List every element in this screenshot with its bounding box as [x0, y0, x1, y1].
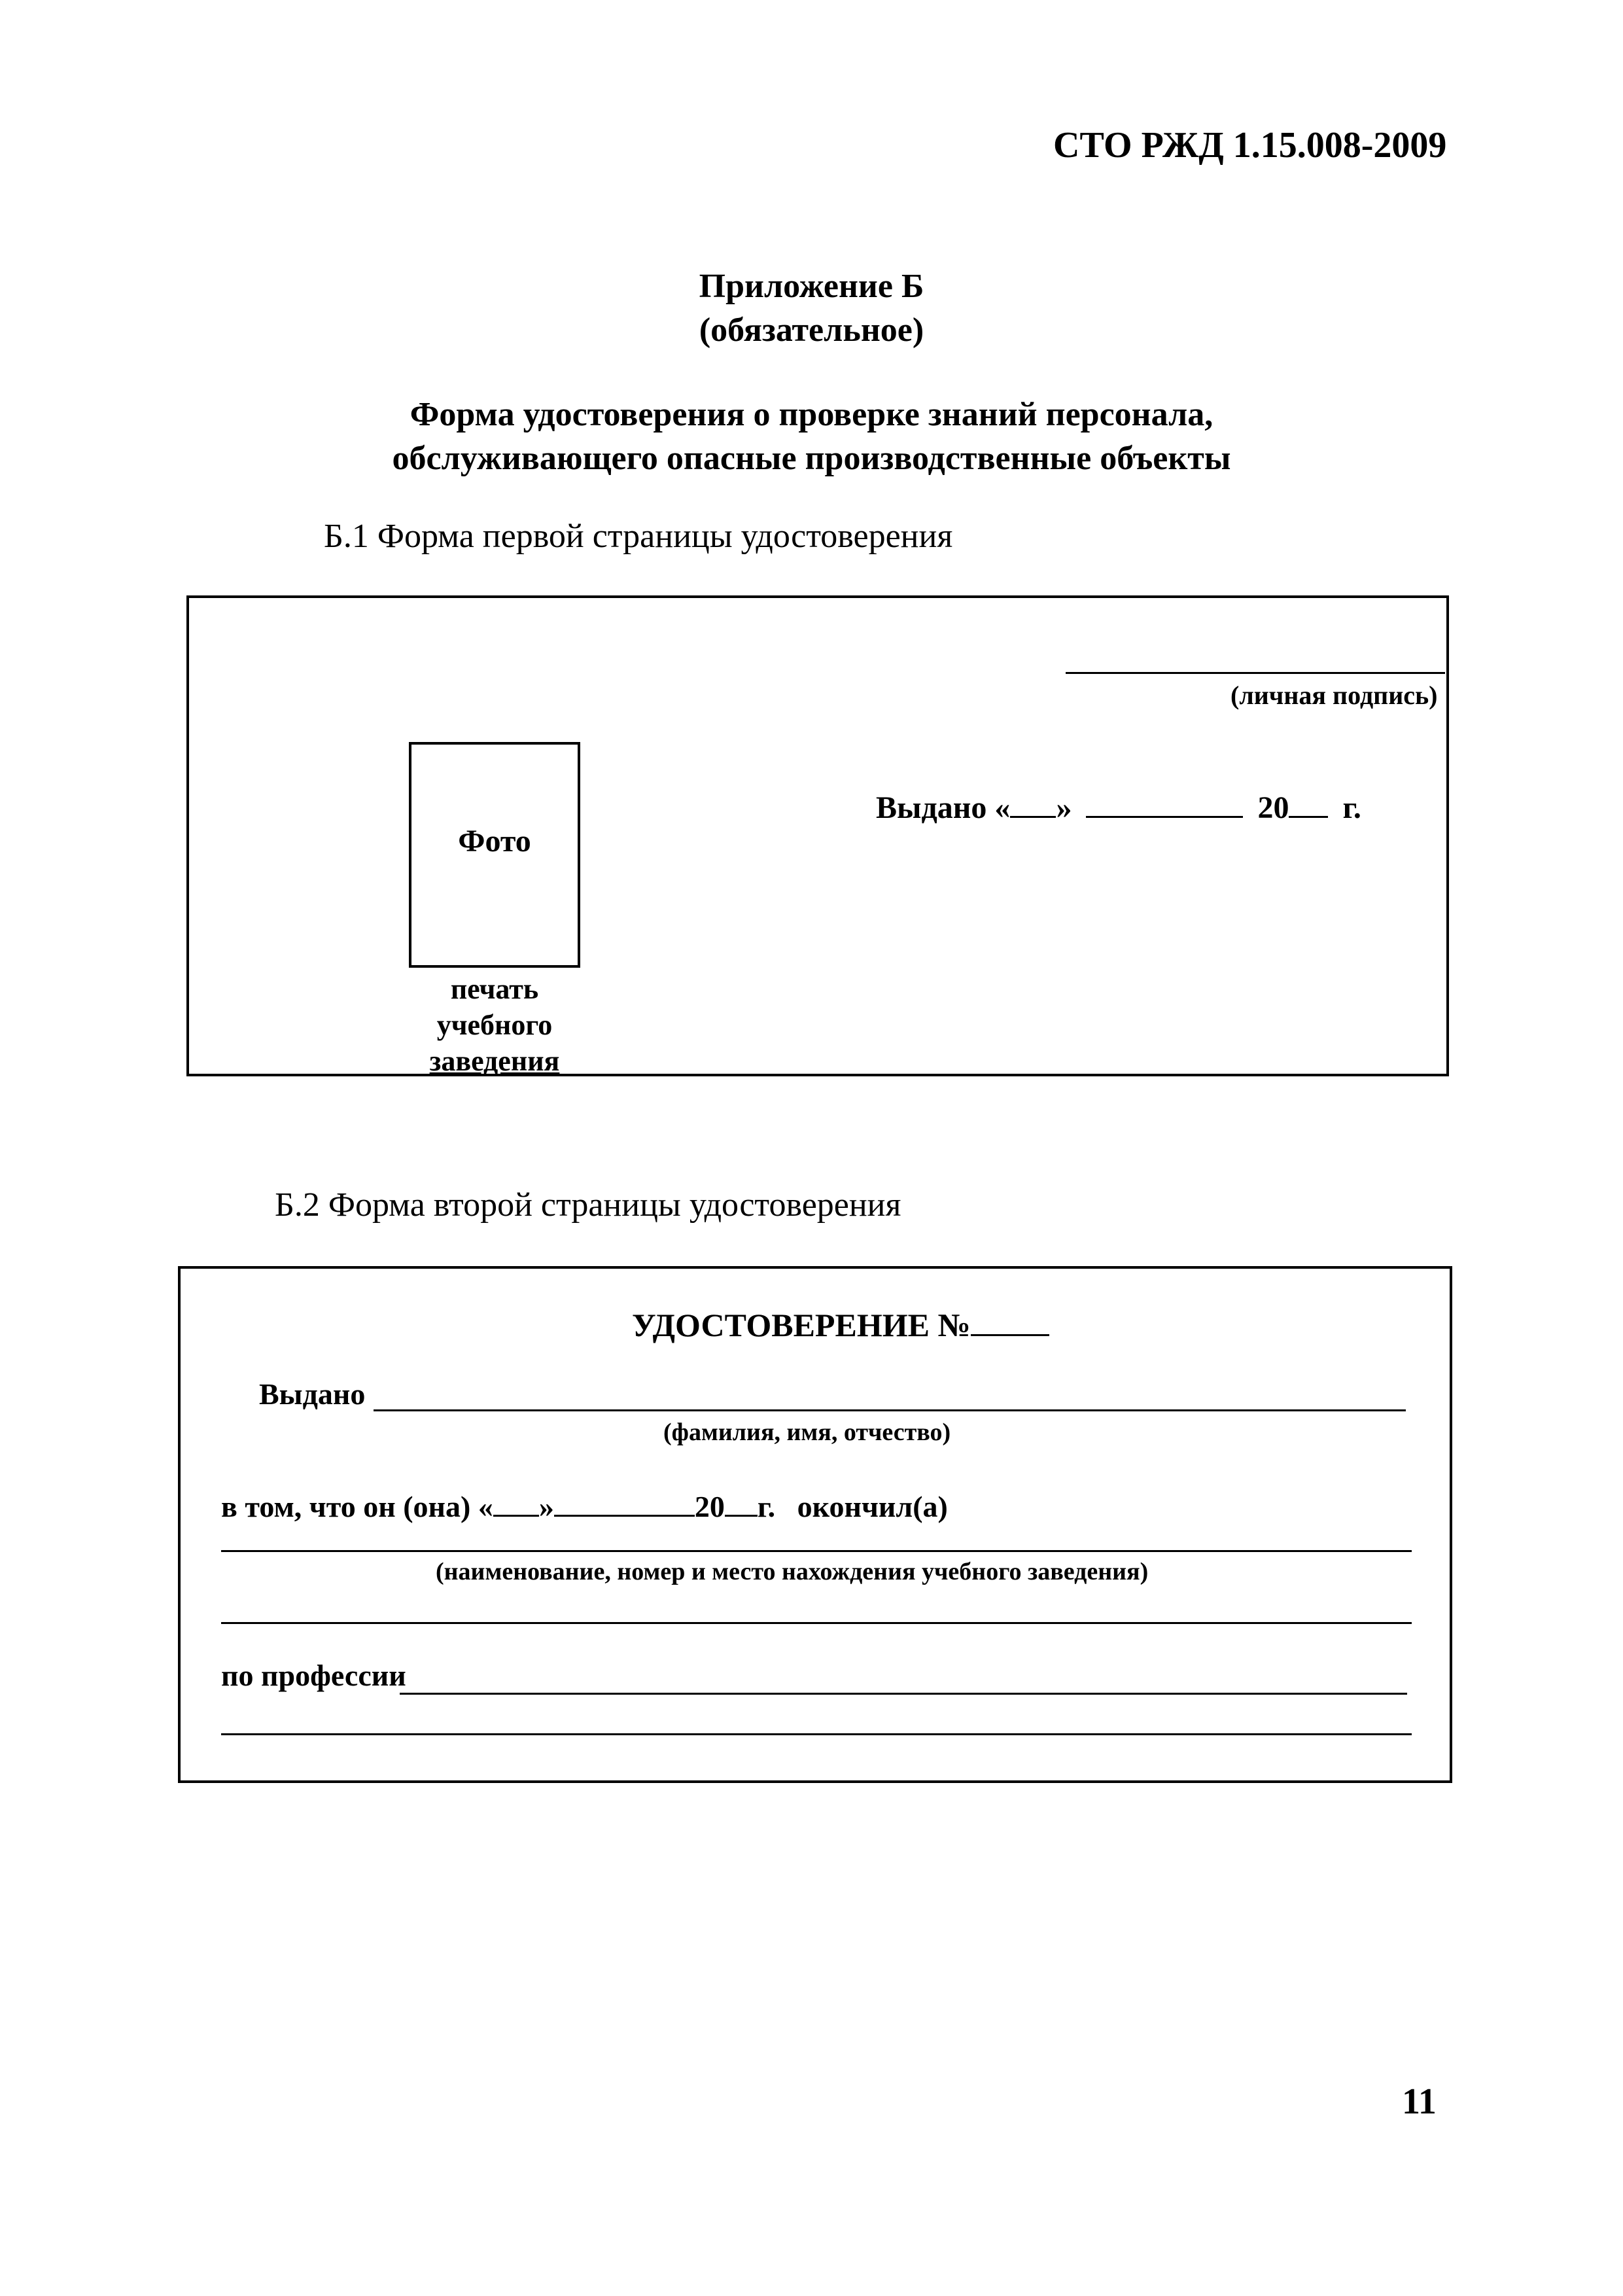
appendix-subtitle-line1: Форма удостоверения о проверке знаний персонала, — [410, 396, 1213, 433]
issued-month-blank — [1086, 785, 1243, 818]
name-caption: (фамилия, имя, отчество) — [663, 1419, 951, 1446]
issued-year-suffix: г. — [1342, 790, 1361, 825]
document-code: СТО РЖД 1.15.008-2009 — [1053, 125, 1447, 166]
completion-suffix: окончил(а) — [797, 1490, 948, 1523]
institution-caption: (наименование, номер и место нахождения учебного заведения) — [436, 1558, 1149, 1585]
certificate-title-text: УДОСТОВЕРЕНИЕ № — [632, 1307, 971, 1343]
issued-date-line — [876, 785, 1361, 826]
completion-quote-close: » — [538, 1490, 554, 1523]
issued-day-blank — [1010, 785, 1056, 818]
completion-month-blank — [554, 1485, 695, 1517]
appendix-subtitle-line2: обслуживающего опасные производственные объекты — [392, 440, 1231, 477]
section-b2-heading: Б.2 Форма второй страницы удостоверения — [275, 1186, 901, 1224]
stamp-line3: заведения — [429, 1045, 560, 1077]
completion-line — [221, 1485, 948, 1524]
page-number: 11 — [1402, 2081, 1437, 2122]
profession-line — [400, 1693, 1407, 1695]
completion-year-suffix: г. — [757, 1490, 776, 1523]
completion-year-prefix: 20 — [694, 1490, 725, 1523]
stamp-label — [409, 971, 580, 1079]
name-line — [374, 1409, 1406, 1411]
stamp-line2: учебного — [436, 1009, 553, 1041]
completion-year-blank — [725, 1485, 758, 1517]
first-page-form — [186, 595, 1449, 1076]
profession-label: по профессии — [221, 1659, 406, 1692]
appendix-title: Приложение Б — [699, 268, 924, 305]
second-page-form — [178, 1266, 1452, 1783]
certificate-title — [632, 1301, 1049, 1344]
appendix-status: (обязательное) — [699, 311, 924, 349]
section-b1-heading: Б.1 Форма первой страницы удостоверения — [324, 518, 953, 555]
issued-year-blank — [1289, 785, 1328, 818]
issued-quote-close: » — [1056, 790, 1072, 825]
profession-line-2 — [221, 1733, 1412, 1735]
institution-line-2 — [221, 1622, 1412, 1624]
completion-prefix: в том, что он (она) « — [221, 1490, 493, 1523]
issued-label: Выдано — [259, 1377, 366, 1411]
institution-line-1 — [221, 1550, 1412, 1552]
signature-caption: (личная подпись) — [1230, 680, 1438, 710]
photo-label: Фото — [458, 824, 531, 858]
photo-frame — [409, 742, 580, 968]
stamp-line1: печать — [450, 973, 539, 1005]
issued-prefix: Выдано « — [876, 790, 1011, 825]
certificate-number-blank — [971, 1301, 1049, 1336]
issued-year-prefix: 20 — [1257, 790, 1289, 825]
completion-day-blank — [493, 1485, 539, 1517]
signature-line — [1066, 672, 1445, 674]
